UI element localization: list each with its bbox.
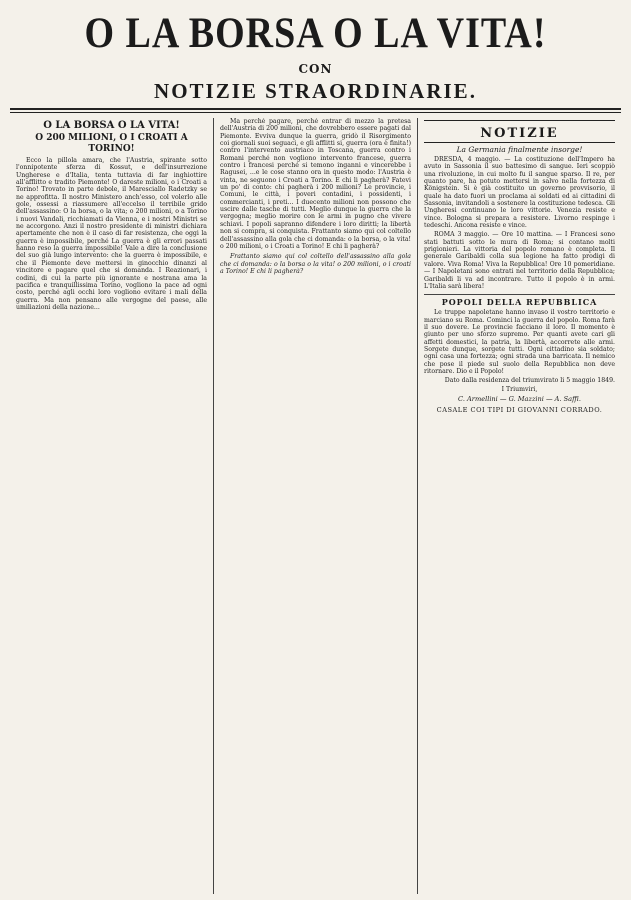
column2-closing: Frattanto siamo qui col coltello dell'assassino alla gola che ci domanda: o la borsa o la vita! o 200 milioni, o i croati a Torino! E chi li pagherà? <box>220 253 411 275</box>
column1-body <box>16 157 207 311</box>
column1-text: Ecco la pillola amara, che l'Austria, spirante sotto l'onnipotente sferza di Kossut, e dell'insurrezione Ungherese e d'Italia, tenta tuttavia di far inghiottire all'afflitto e tradito Piemonte! O dareste milioni, o i Croati a Torino! Trovato in parte debole, il Maresciallo Radetzky se ne approfitta. Il nostro Ministero anch'esso, col volerlo alle gole, ossessi a riassumere all'eccelso il terribile grido dell'assassino: O la borsa, o la vita; o 200 milioni, o a Torino i nuovi Vandali, ricchiamati da Vienna, e i nostri Ministri se ne accorgono. Anzi il nostro presidente di ministri dichiara apertamente che non è il caso di far resistenza, che oggi la guerra è impossibile, perché La guerra è gli errori passati hanno reso la guerra impossibile! Vale a dire la conclusione del suo già lungo intervento: che la guerra è impossibile, e che il Piemonte deve mettersi in ginocchio dinanzi al vincitore e pagare quel che si domanda. I Reazionari, i codini, di cui la parte più ignorante e nostrana ama la pacifica e tranquillissima Torino, vogliono la pace ad ogni costo, perché agli occhi loro vogliono evitare i mali della guerra. Ma non pensano alle vergogne del paese, alle umiliazioni della nazione... <box>16 157 207 311</box>
masthead-title: O LA BORSA O LA VITA! <box>84 9 547 58</box>
notizie-title: NOTIZIE <box>480 126 559 141</box>
column-3 <box>417 118 621 894</box>
article-columns <box>10 118 621 894</box>
printer-colophon: CASALE COI TIPI DI GIOVANNI CORRADO. <box>436 406 603 415</box>
column1-subhead: O 200 MILIONI, O I CROATI A TORINO! <box>35 133 188 154</box>
triumvirs-signatures: C. Armellini — G. Mazzini — A. Saffi. <box>458 395 581 404</box>
triumvirs-label: I Triumviri, <box>501 386 538 394</box>
masthead-subtitle: NOTIZIE STRAORDINARIE. <box>154 79 477 103</box>
popoli-heading: POPOLI DELLA REPUBBLICA <box>424 294 615 307</box>
column-2 <box>213 118 417 894</box>
roma-text: ROMA 3 maggio. — Ore 10 mattina. — I Francesi sono stati battuti sotto le mura di Roma; si contano molti prigionieri. La vittoria del popolo romano è completa. Il generale Garibaldi colla sua legione ha fatto prodigi di valore. Viva Roma! Viva la Repubblica! Ore 10 pomeridiane. — I Napoletani sono entrati nel territorio della Repubblica; Garibaldi li va ad incontrare. Tutto il popolo è in armi. L'Italia sarà libera! <box>424 231 615 290</box>
column-1 <box>10 118 213 894</box>
popoli-proclamation <box>424 309 615 375</box>
column2-text: Ma perché pagare, perché entrar di mezzo la pretesa dell'Austria di 200 milioni, che dovrebbero essere pagati dal Piemonte. Evviva dunque la guerra, gridò il Risorgimento coi giornali suoi seguaci, e gli afflitti si, guerra (ora è finita!) contro l'intervento austriaco in Toscana, guerra contro i Romani perché non vogliono intervento francese, guerra contro i francesi perché si temono inganni e vincerebbe i Ragusei, ...e le cose stanno ora in questo modo: l'Austria è vinta, ne seguono i Croati a Torino. E chi li pagherà? Fatevi un po' di conto: chi pagherà i 200 milioni? Le provincie, i Comuni, le città, i poveri contadini, i possidenti, i commercianti, i preti... I duecento milioni non possono che uscire dalle tasche di tutti. Meglio dunque la guerra che la vergogna; meglio morire con le armi in pugno che vivere schiavi. I popoli sapranno difendere i loro diritti; la libertà non si compra, si conquista. Frattanto siamo qui col coltello dell'assassino alla gola che ci domanda: o la borsa, o la vita! o 200 milioni, o i Croati a Torino! E chi li pagherà? <box>220 118 411 250</box>
proclamation-date: Dato dalla residenza del triumvirato li 5 maggio 1849. <box>444 377 615 385</box>
popoli-text: Le truppe napoletane hanno invaso il vostro territorio e marciano su Roma. Cominci la guerra del popolo. Roma farà il suo dovere. Le provincie facciano il loro. Il momento è giunto per uno sforzo supremo. Per quanti avete cari gli affetti domestici, la patria, la libertà, accorrete alle armi. Sorgete dunque, sorgete tutti. Ogni cittadino sia soldato; ogni casa una fortezza; ogni strada una barricata. Il nemico che pose il piede sul suolo della Repubblica non deve ritornare. Dio e il Popolo! <box>424 309 615 375</box>
notizie-header <box>424 120 615 143</box>
germany-text: DRESDA, 4 maggio. — La costituzione dell'Impero ha avuto in Sassonia il suo battesimo di sangue. Ieri scoppiò una rivoluzione, in cui molto fu il sangue sparso. Il re, per quanto pare, ha potuto mettersi in salvo nella fortezza di Königstein. Si è già costituito un governo provvisorio, il quale ha dato fuori un proclama ai soldati ed ai cittadini di Sassonia, invitandoli a sostenere la costituzione tedesca. Gli Ungheresi continuano le loro vittorie. Venezia resiste e vince. Bologna si prepara a resistere. Livorno respinge i tedeschi. Ancona resiste e vince. <box>424 156 615 230</box>
column2-body <box>220 118 411 275</box>
germany-news <box>424 156 615 290</box>
germany-subhead: La Germania finalmente insorge! <box>456 145 583 154</box>
masthead-rule <box>10 108 621 113</box>
column1-headline: O LA BORSA O LA VITA! <box>43 120 180 131</box>
masthead-con: CON <box>298 62 333 76</box>
